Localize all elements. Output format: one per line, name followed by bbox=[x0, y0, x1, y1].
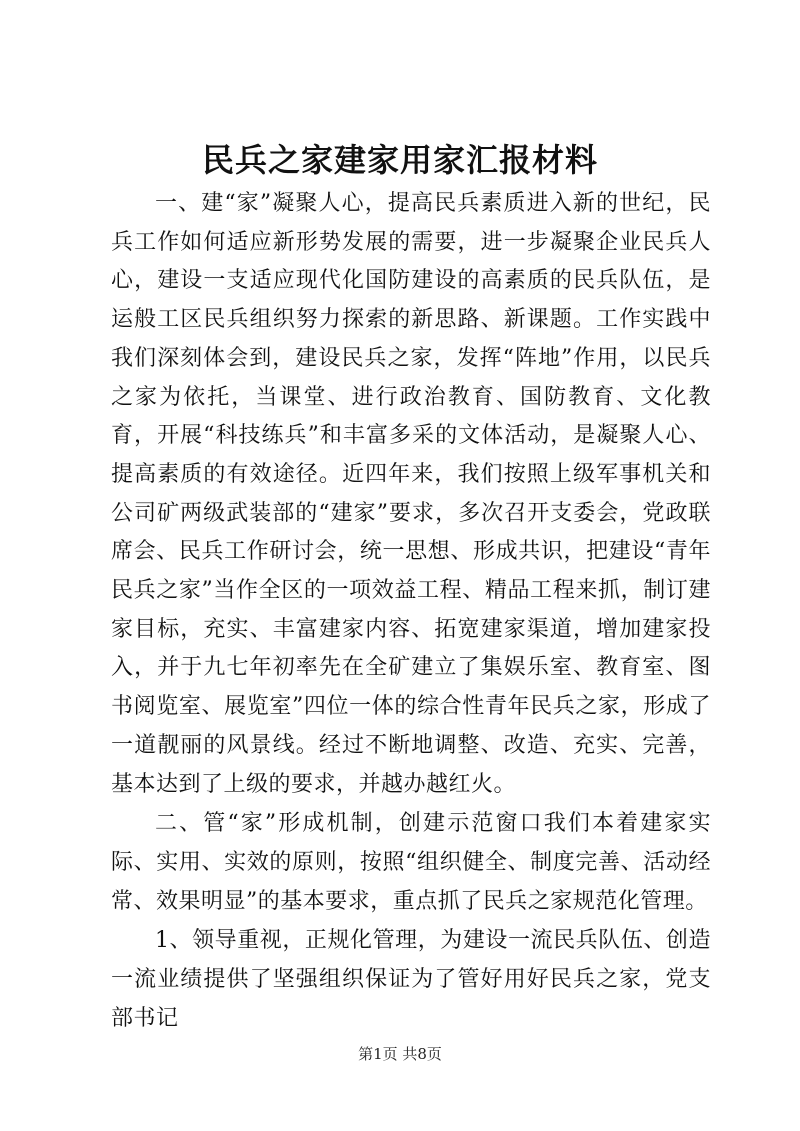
page-number-footer: 第1页 共8页 bbox=[358, 1045, 442, 1063]
document-title: 民兵之家建家用家汇报材料 bbox=[201, 141, 598, 179]
paragraph-1: 一、建“家”凝聚人心，提高民兵素质进入新的世纪，民兵工作如何适应新形势发展的需要，进一步凝聚企业民兵人心，建设一支适应现代化国防建设的高素质的民兵队伍，是运般工区民兵组织努力探索的新思路、新课题。工作实践中我们深刻体会到，建设民兵之家，发挥“阵地”作用，以民兵之家为依托，当课堂、进行政治教育、国防教育、文化教育，开展“科技练兵”和丰富多采的文体活动，是凝聚人心、提高素质的有效途径。近四年来，我们按照上级军事机关和公司矿两级武装部的“建家”要求，多次召开支委会，党政联席会、民兵工作研讨会，统一思想、形成共识，把建设“青年民兵之家”当作全区的一项效益工程、精品工程来抓，制订建家目标，充实、丰富建家内容、拓宽建家渠道，增加建家投入，并于九七年初率先在全矿建立了集娱乐室、教育室、图书阅览室、展览室”四位一体的综合性青年民兵之家，形成了一道靓丽的风景线。经过不断地调整、改造、充实、完善，基本达到了上级的要求，并越办越红火。 bbox=[111, 191, 711, 797]
paragraph-3: 1、领导重视，正规化管理，为建设一流民兵队伍、创造一流业绩提供了坚强组织保证为了管好用好民兵之家，党支部书记 bbox=[111, 928, 711, 1031]
paragraph-2: 二、管“家”形成机制，创建示范窗口我们本着建家实际、实用、实效的原则，按照“组织健全、制度完善、活动经常、效果明显”的基本要求，重点抓了民兵之家规范化管理。 bbox=[111, 811, 711, 914]
document-body bbox=[111, 185, 711, 1038]
